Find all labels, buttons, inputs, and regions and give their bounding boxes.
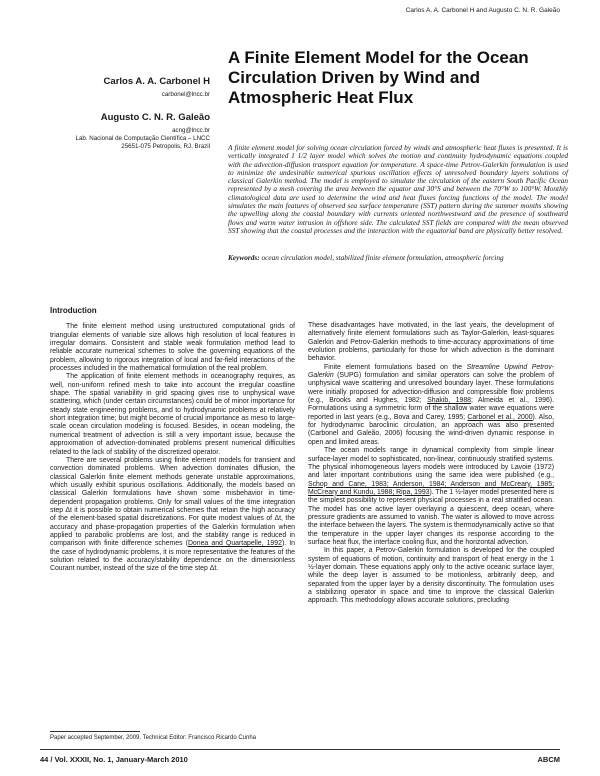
right-paragraph-2	[308, 364, 554, 447]
right-p2-text-d: ). Also, for hydrodynamic baroclinic circulation, an approach was also presented (Carbonel and Galeão, 2006) focusing the wind-driven dynamic response in open and limited areas.	[308, 413, 554, 446]
author-1-name: Carlos A. A. Carbonel H	[103, 76, 210, 87]
section-heading-introduction: Introduction	[50, 306, 97, 315]
citation-link-donea[interactable]: Donea and Quartapelle, 1992	[187, 540, 282, 548]
keywords	[228, 254, 568, 262]
right-p2-text-b: (SUPG) formulation and similar operators can solve the problem of unphysical wave scattering and unresolved boundary layer. These formulations were initially proposed for advection-diffusion and compressible flow problems (e.g., Brooks and Hughes, 1982;	[308, 372, 554, 405]
abstract: A finite element model for solving ocean circulation forced by winds and atmospheric heat fluxes is presented. It is vertically integrated 1 1/2 layer model which solves the motion and continuity hydrodynamic equations coupled with the advection-diffusion transport equation for temperature. A space-time Petrov-Galerkin formulation is used to minimize the undesirable numerical spurious oscillation effects of unresolved boundary layers solutions of classical Galerkin method. The model is employed to simulate the circulation of the eastern South Pacific Ocean represented by a mesh covering the area between the equator and 30°S and between the 70°W to 100°W. Monthly climatological data are used to determine the wind and heat fluxes forcing functions of the model. The model simulates the main features of observed sea surface temperature (SST) pattern during the summer months showing the upwelling along the coastal boundary with currents oriented northwestward and the presence of southward flows and warm water intrusion in offshore side. The calculated SST fields are compared with the mean observed SST showing that the coastal processes and the interaction with the equatorial band are physically better resolved.	[228, 143, 568, 235]
right-paragraph-1: These disadvantages have motivated, in the last years, the development of alternatively finite element formulations such as Taylor-Galerkin, least-squares Galerkin and Petrov-Galerkin methods to time-accuracy approximations of time evolution problems, particularly for those for which advection is the dominant behavior.	[308, 322, 554, 363]
left-paragraph-2: The application of finite element methods in oceanography requires, as well, non-uniform refined mesh to take into account the irregular coastline shape. The spatial variability in grid spacing gives rise to unphysical wave scattering, which (under certain circumstances) could be of minor importance for steady state engineering problems, and to hydrodynamic problems at relatively short integration time; but might become of crucial importance as meso to large-scale ocean circulation modeling is focused. Besides, in ocean modeling, the numerical treatment of advection is still a very important issue, because the approximation of advection-dominated problems present numerical difficulties related to the lack of stability of the discretized operator.	[50, 373, 295, 456]
citation-link-layer-models[interactable]: Schop and Cane, 1983; Anderson, 1984; Anderson and McCreary, 1985; McCreary and Kundu, 1988; Ripa, 1993	[308, 480, 554, 496]
right-p2-text-a: Finite element formulations based on the	[324, 363, 467, 371]
author-2-email: acng@lncc.br	[172, 127, 210, 134]
right-p2-italic: Streamline Upwind Petrov-Galerkin	[308, 363, 554, 380]
author-2-name: Augusto C. N. R. Galeão	[100, 112, 210, 123]
right-paragraph-3	[308, 447, 554, 547]
running-header: Carlos A. A. Carbonel H and Augusto C. N. R. Galeão	[405, 7, 560, 14]
right-paragraph-4: In this paper, a Petrov-Galerkin formulation is developed for the coupled system of equations of motion, continuity and transport of heat energy in the 1 ½-layer domain. These equations apply only to the active oceanic surface layer, while the deep layer is assumed to be motionless, arbitrarily deep, and separated from the upper layer by a density discontinuity. The formulation uses a stabilizing operator in space and time to improve the classical Galerkin approach. This methodology allows accurate solutions, precluding	[308, 547, 554, 605]
page-footer-citation	[40, 755, 188, 764]
author-1-email: carbonel@lncc.br	[161, 91, 210, 98]
page-footer-rule	[40, 749, 560, 750]
page-footer-left: 44 / Vol. XXXII, No. 1, January-March 2010	[40, 755, 188, 764]
keywords-label: Keywords:	[228, 253, 260, 262]
author-2-affiliation-address: 25651-075 Petropolis, RJ, Brazil	[121, 143, 210, 150]
right-p3-text-a: The ocean models range in dynamical complexity from simple linear surface-layer model to sophisticated, non-linear, continuously stratified systems. The physical inhomogeneous layers models were introduced by Lavoie (1972) and later important contributions using the same idea were published (e.g.,	[308, 447, 554, 480]
right-p3-text-b: ). The 1 ½-layer model presented here is the simplest possibility to represent physical processes in a real stratified ocean. The model has one active layer overlaying a quiescent, deep ocean, where pressure gradients are assumed to vanish. The water is allowed to move across the interface between the layers. The system is thermodynamically active so that the temperature in the upper layer changes its response according to the surface heat flux, the interface cooling flux, and the horizontal advection.	[308, 488, 554, 546]
left-p3-text-b: ). In the case of hydrodynamic problems, it is more representative the features of the solution related to the accuracy/stability dependence on the dimensionless Courant number, instead of the size of the time step Δt.	[50, 540, 295, 573]
right-column	[308, 322, 554, 606]
footnote: Paper accepted September, 2009. Technical Editor: Francisco Ricardo Cunha	[50, 735, 257, 741]
keywords-text: ocean circulation model, stabilized finite element formulation, atmospheric forcing	[261, 253, 504, 262]
left-p3-text-a: There are several problems using finite element models for transient and convection dominated problems. When advection dominates diffusion, the classical Galerkin finite element methods generate unstable approximations, which usually exhibit spurious oscillations. Additionally, the models based on classical Galerkin formulations have shown some misbehavior in time-dependent propagation problems. Only for small values of the time integration step Δt it is possible to obtain numerical schemes that retain the high accuracy of the element-based spatial discretizations. For quite modest values of Δt, the accuracy and phase-propagation properties of the Galerkin formulation when applied to parabolic problems are lost, and the stability range is reduced in comparison with finite difference schemes (	[50, 456, 295, 548]
left-paragraph-1: The finite element method using unstructured computational grids of triangular elements of variable size allows high resolution of local features in irregular domains. Consistent and stable weak formulation method lead to reliable accurate numerical schemes to solve the governing equations of the problem, allowing to rigorous integration of local and far-field interactions of the processes included in the mathematical formulation of the real problem.	[50, 323, 295, 373]
citation-link-shakib[interactable]: Shakib, 1988	[427, 397, 471, 405]
paper-title: A Finite Element Model for the Ocean Circulation Driven by Wind and Atmospheric Heat Flux	[228, 48, 529, 107]
left-paragraph-3	[50, 457, 295, 574]
right-p2-text-c: ; Almeida et al., 1996). Formulations using a symmetric form of the shallow water wave equations were reported in last years (e.g., Bova and Carey, 1995;	[308, 397, 554, 421]
citation-link-carbonel[interactable]: Carbonel et al., 2000	[467, 413, 533, 421]
page-footer-publisher: ABCM	[537, 755, 560, 764]
author-2-affiliation-lab: Lab. Nacional de Computação Científica – LNCC	[75, 135, 210, 142]
left-column	[50, 307, 295, 574]
footnote-rule	[50, 731, 140, 732]
